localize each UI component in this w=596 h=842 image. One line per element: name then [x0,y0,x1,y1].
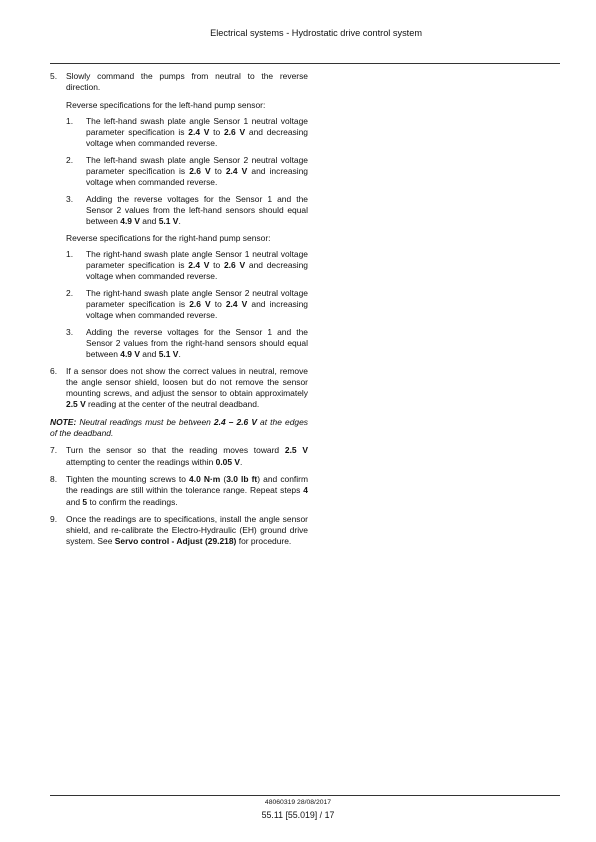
step-9: 9. Once the readings are to specifications, install the angle sensor shield, and re-calibrate the Electro-Hydraulic (EH) ground drive system. See Servo control - Adjust (29.218) for procedure. [50,513,308,547]
header-rule [50,63,560,64]
main-column [50,71,308,554]
right-spec-item-2: 2. The right-hand swash plate angle Sensor 2 neutral voltage parameter specification is 2.6 V to 2.4 V and increasing voltage when commanded reverse. [66,287,308,321]
step-8: 8. Tighten the mounting screws to 4.0 N·m (3.0 lb ft) and confirm the readings are still within the tolerance range. Repeat steps 4 and 5 to confirm the readings. [50,473,308,507]
footer-doc-number: 48060319 28/08/2017 [264,799,332,806]
right-spec-item-1: 1. The right-hand swash plate angle Sensor 1 neutral voltage parameter specification is 2.4 V to 2.6 V and decreasing voltage when commanded reverse. [66,248,308,282]
left-spec-item-2: 2. The left-hand swash plate angle Sensor 2 neutral voltage parameter specification is 2.6 V to 2.4 V and increasing voltage when commanded reverse. [66,154,308,188]
right-spec-item-3: 3. Adding the reverse voltages for the Sensor 1 and the Sensor 2 values from the right-hand sensors should equal between 4.9 V and 5.1 V. [66,326,308,360]
step-number: 7. [50,445,58,456]
left-spec-item-3: 3. Adding the reverse voltages for the Sensor 1 and the Sensor 2 values from the left-hand sensors should equal between 4.9 V and 5.1 V. [66,193,308,227]
footer-page-number: 55.11 [55.019] / 17 [261,810,335,820]
step-number: 8. [50,473,58,484]
header-title: Electrical systems - Hydrostatic drive control system [210,28,422,38]
step-7: 7. Turn the sensor so that the reading moves toward 2.5 V attempting to center the readings within 0.05 V. [50,445,308,467]
left-spec-item-1: 1. The left-hand swash plate angle Sensor 1 neutral voltage parameter specification is 2.4 V to 2.6 V and decreasing voltage when commanded reverse. [66,115,308,149]
step-number: 9. [50,513,58,524]
step-6: 6. If a sensor does not show the correct values in neutral, remove the angle sensor shield, loosen but do not remove the sensor mounting screws, and adjust the sensor to obtain approximately 2.5 V reading at the center of the neutral deadband. [50,365,308,410]
step-number: 6. [50,365,58,376]
step-5: 5. Slowly command the pumps from neutral to the reverse direction. [50,71,308,93]
note: NOTE: Neutral readings must be between 2.4 – 2.6 V at the edges of the deadband. [50,416,308,439]
left-spec-heading: Reverse specifications for the left-hand pump sensor: [66,99,266,110]
cross-reference-link[interactable]: Servo control - Adjust (29.218) [114,536,237,547]
right-spec-heading: Reverse specifications for the right-hand pump sensor: [66,232,271,243]
footer-rule [50,795,560,796]
step-number: 5. [50,71,58,81]
note-label: NOTE: [50,416,77,427]
